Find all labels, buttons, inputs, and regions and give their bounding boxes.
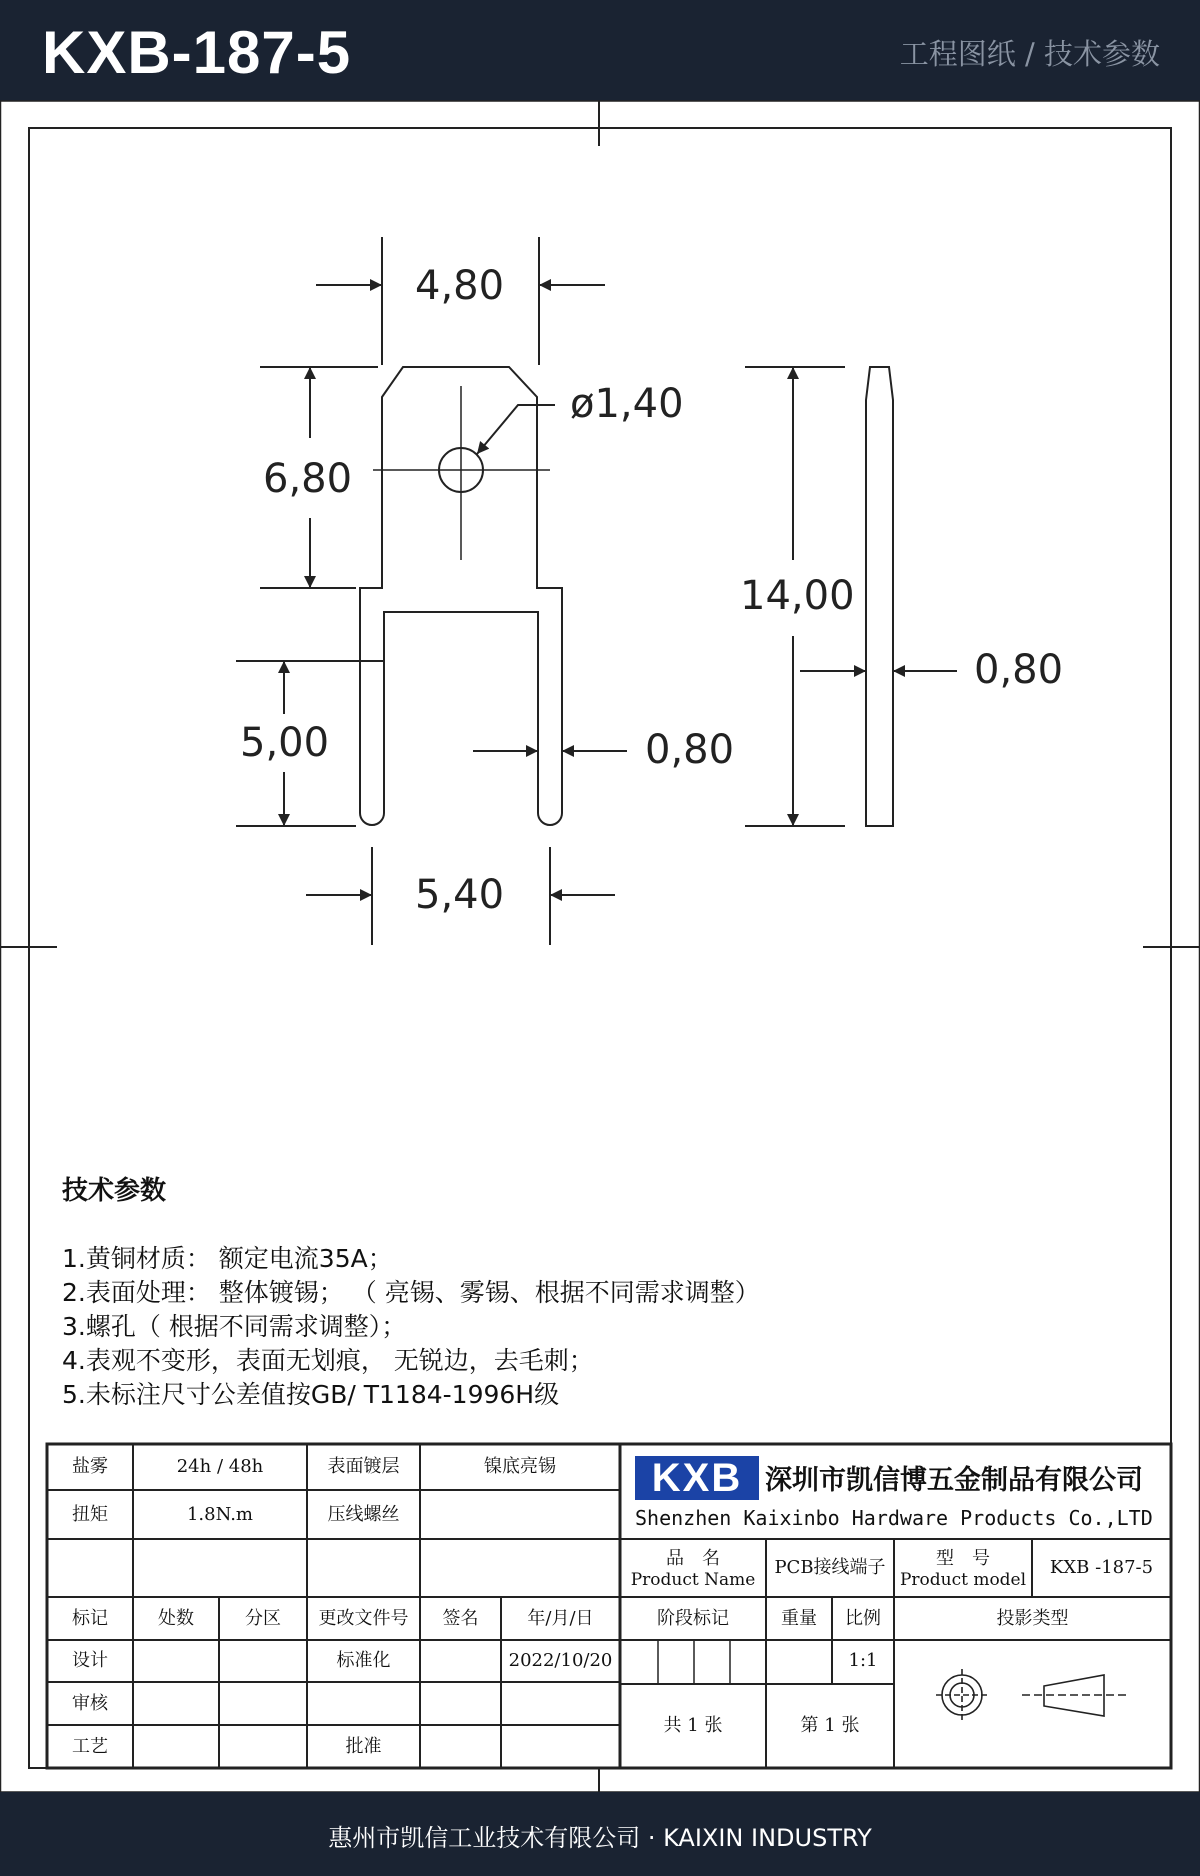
torque-label: 扭矩 [72, 1503, 108, 1525]
product-name-label-cn: 品 名 [666, 1548, 720, 1569]
total-sheets: 共 1 张 [663, 1715, 723, 1737]
process-label: 工艺 [72, 1735, 108, 1757]
page-subtitle: 工程图纸 / 技术参数 [899, 37, 1160, 71]
terminal-front-view [360, 367, 562, 825]
dim-pin-length: 5,00 [240, 720, 330, 766]
plating-value: 镍底亮锡 [484, 1456, 556, 1478]
company-logo: KXB [635, 1456, 759, 1500]
dim-hole-diameter: ø1,40 [570, 381, 684, 427]
product-model-value: KXB -187-5 [1049, 1557, 1154, 1579]
crimp-screw-label: 压线螺丝 [327, 1503, 400, 1525]
footer-text: 惠州市凯信工业技术有限公司 · KAIXIN INDUSTRY [328, 1824, 872, 1852]
col-zone: 分区 [245, 1607, 281, 1629]
dim-pin-width: 0,80 [645, 727, 735, 773]
col-count: 处数 [158, 1607, 194, 1629]
standardization-label: 标准化 [336, 1650, 391, 1672]
dim-pin-spacing: 5,40 [415, 872, 505, 918]
company-name-cn: 深圳市凯信博五金制品有限公司 [765, 1465, 1143, 1496]
col-scale: 比例 [845, 1607, 881, 1629]
terminal-side-view [866, 367, 893, 826]
product-name-label [620, 1542, 766, 1596]
col-stage: 阶段标记 [657, 1607, 729, 1629]
tech-params-list [62, 1242, 760, 1412]
tech-param-item: 3.螺孔（ 根据不同需求调整）； [62, 1312, 407, 1341]
col-sign: 签名 [442, 1607, 479, 1629]
product-name-label-en: Product Name [630, 1569, 756, 1590]
dim-width-top: 4,80 [415, 263, 505, 309]
plating-label: 表面镀层 [327, 1456, 400, 1478]
dim-total-length: 14,00 [740, 573, 855, 619]
title-block [47, 1444, 1171, 1768]
sheet-number: 第 1 张 [800, 1715, 860, 1737]
col-date: 年/月/日 [527, 1607, 594, 1629]
salt-spray-value: 24h / 48h [176, 1456, 264, 1478]
tech-params-heading: 技术参数 [62, 1176, 167, 1206]
dim-head-height: 6,80 [263, 456, 353, 502]
page-footer [0, 1792, 1200, 1876]
date-value: 2022/10/20 [508, 1650, 613, 1672]
crimp-screw-value [420, 1490, 620, 1539]
design-label: 设计 [72, 1650, 108, 1672]
company-name-en: Shenzhen Kaixinbo Hardware Products Co.,LTD [635, 1506, 1153, 1530]
col-projection: 投影类型 [996, 1607, 1069, 1629]
torque-value: 1.8N.m [186, 1503, 253, 1525]
tech-param-item: 1.黄铜材质： 额定电流35A； [62, 1244, 393, 1273]
page-title: KXB-187-5 [42, 19, 352, 86]
tech-param-item: 2.表面处理： 整体镀锡； （ 亮锡、雾锡、根据不同需求调整） [62, 1278, 760, 1307]
tech-param-item: 5.未标注尺寸公差值按GB/ T1184-1996H级 [62, 1380, 560, 1409]
product-model-label [894, 1542, 1032, 1596]
col-mark: 标记 [72, 1607, 108, 1629]
product-name-value: PCB接线端子 [774, 1557, 886, 1579]
review-label: 审核 [72, 1692, 108, 1714]
col-change-doc: 更改文件号 [318, 1607, 409, 1629]
col-weight: 重量 [781, 1607, 817, 1629]
salt-spray-label: 盐雾 [72, 1456, 108, 1478]
product-model-label-en: Product model [899, 1569, 1027, 1590]
approve-label: 批准 [345, 1735, 382, 1757]
scale-value: 1:1 [848, 1650, 878, 1672]
dim-thickness-side: 0,80 [974, 647, 1064, 693]
product-model-label-cn: 型 号 [936, 1548, 990, 1569]
tech-param-item: 4.表观不变形，表面无划痕， 无锐边，去毛刺； [62, 1346, 594, 1375]
